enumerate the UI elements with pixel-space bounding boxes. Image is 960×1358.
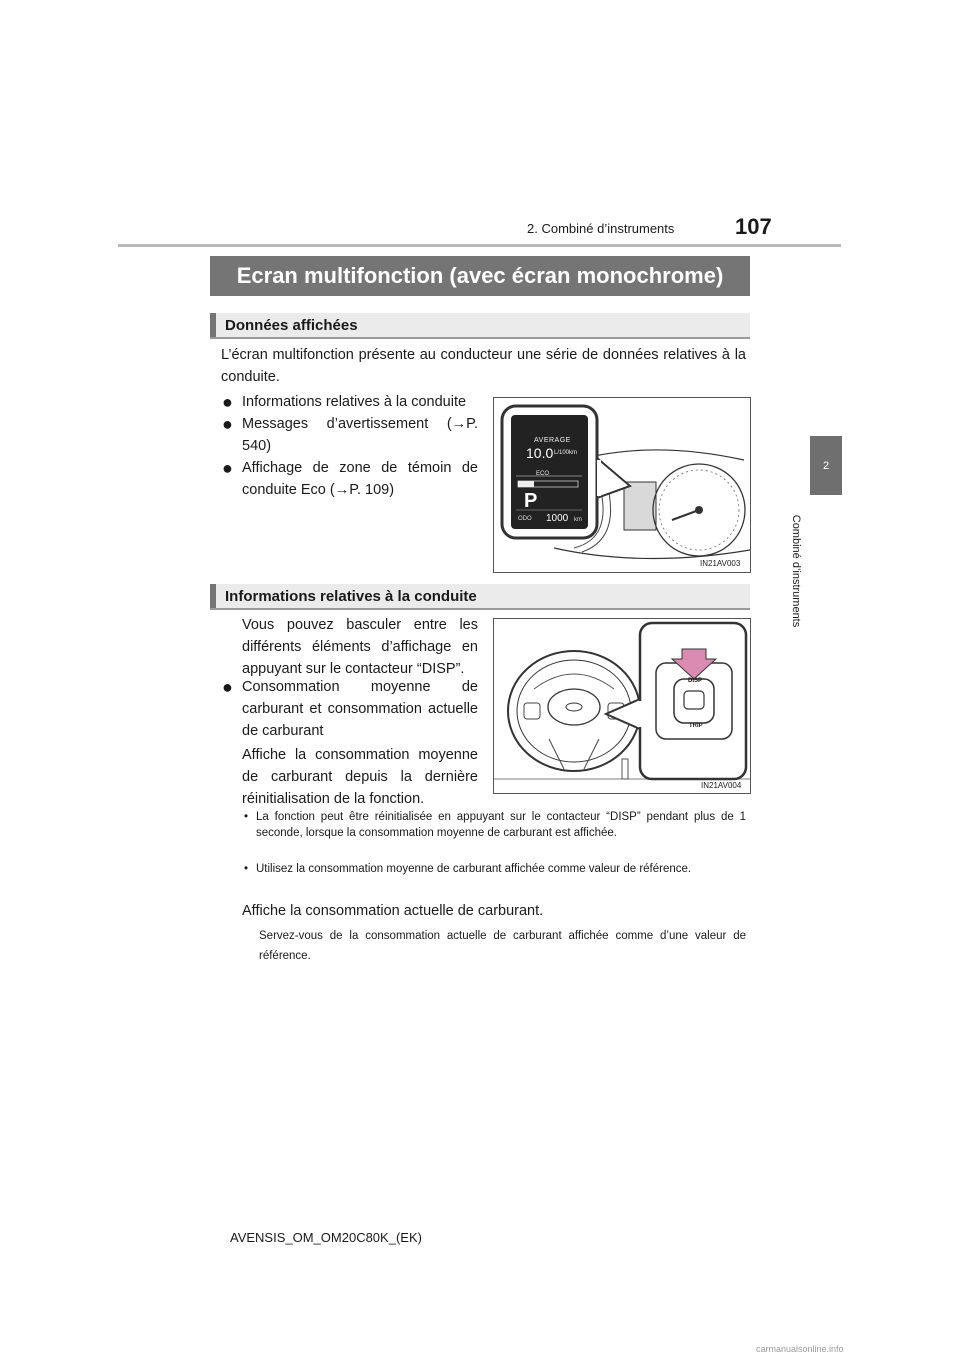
chapter-tab-label <box>789 504 803 638</box>
figure-instrument-cluster <box>493 397 751 573</box>
section2-intro: Vous pouvez basculer entre les différents éléments d’affichage en appuyant sur le contacteur “DISP”. <box>242 617 478 677</box>
subheading-driving-info <box>210 584 750 610</box>
document-code: AVENSIS_OM_OM20C80K_(EK) <box>230 1230 422 1245</box>
header-rule <box>118 244 841 247</box>
bullet-dot-icon: ● <box>222 414 233 434</box>
average-consumption-desc: Affiche la consommation moyenne de carburant depuis la dernière réinitialisation de la fonction. <box>242 747 478 807</box>
current-consumption-desc: Affiche la consommation actuelle de carburant. <box>242 903 544 919</box>
note-text: La fonction peut être réinitialisée en appuyant sur le contacteur “DISP” pendant plus de 1 seconde, lorsque la consommation moyenne de carburant est affichée. <box>256 811 746 839</box>
cluster-illustration <box>494 398 750 572</box>
note-bullet-icon: • <box>244 811 249 823</box>
disp-switch-label: DISP <box>688 678 703 684</box>
bullet-item <box>222 413 478 457</box>
note-item <box>242 861 746 877</box>
chapter-tab-number: 2 <box>822 459 830 472</box>
note-item <box>242 809 746 841</box>
bullet-text: Messages d’avertissement (→P. 540) <box>242 416 478 454</box>
bullet-dot-icon: ● <box>222 677 233 697</box>
odo-value: 1000 <box>546 513 569 524</box>
eco-label: ECO <box>536 471 550 477</box>
note-text: Utilisez la consommation moyenne de carburant affichée comme valeur de référence. <box>256 863 692 875</box>
chapter-tab <box>810 436 842 495</box>
bullet-item <box>222 676 478 742</box>
average-label: AVERAGE <box>534 437 571 444</box>
section-banner <box>210 256 750 296</box>
subheading-text: Données affichées <box>225 317 358 334</box>
bullet-list <box>222 391 478 501</box>
bullet-text: Affichage de zone de témoin de conduite Eco (→P. 109) <box>242 460 478 498</box>
chapter-tab-label-text: Combiné d’instruments <box>790 514 802 628</box>
trip-switch-label: TRIP <box>689 723 703 729</box>
intro-paragraph: L’écran multifonction présente au conducteur une série de données relatives à la conduite. <box>221 347 746 385</box>
average-value: 10.0 <box>526 445 554 461</box>
subheading-text: Informations relatives à la conduite <box>225 588 477 605</box>
current-consumption-note: Servez-vous de la consommation actuelle de carburant affichée comme d’une valeur de référence. <box>259 930 746 962</box>
gear-indicator: P <box>524 490 538 512</box>
subheading-bar <box>210 313 216 337</box>
page-number: 107 <box>735 214 772 239</box>
bullet-text: Consommation moyenne de carburant et consommation actuelle de carburant <box>242 679 478 739</box>
bullet-dot-icon: ● <box>222 458 233 478</box>
bullet-item <box>222 457 478 501</box>
bullet-item <box>222 391 478 413</box>
bullet-dot-icon: ● <box>222 392 233 412</box>
figure-code: IN21AV003 <box>700 559 741 568</box>
subheading-data-displayed <box>210 313 750 339</box>
chapter-title: 2. Combiné d’instruments <box>527 221 675 236</box>
figure-code: IN21AV004 <box>701 781 742 790</box>
figure-steering-wheel <box>493 618 751 794</box>
note-bullet-icon: • <box>244 863 249 875</box>
watermark: carmanualsonline.info <box>756 1344 844 1354</box>
odo-unit: km <box>574 517 582 523</box>
subheading-bar <box>210 584 216 608</box>
odo-label: ODO <box>518 516 532 522</box>
steering-illustration <box>494 619 750 793</box>
average-unit: L/100km <box>554 450 578 456</box>
section-banner-title: Ecran multifonction (avec écran monochrome) <box>236 263 724 288</box>
bullet-text: Informations relatives à la conduite <box>242 394 467 410</box>
